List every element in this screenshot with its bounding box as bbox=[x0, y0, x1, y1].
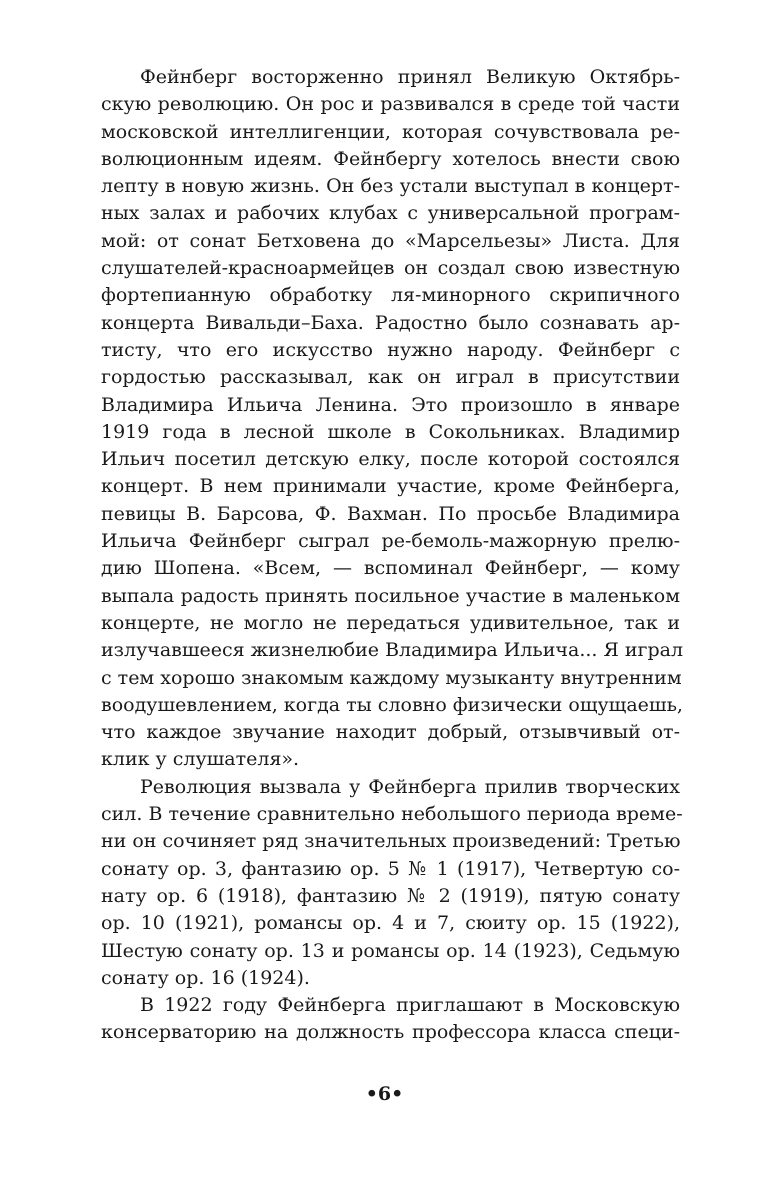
text-line: дию Шопена. «Всем, — вспоминал Фейнберг, — кому bbox=[101, 557, 680, 580]
paragraph-1 bbox=[101, 64, 684, 774]
text-line: мой: от сонат Бетховена до «Марсельезы» Листа. Для bbox=[101, 229, 680, 252]
text-line: нату ор. 6 (1918), фантазию № 2 (1919), пятую сонату bbox=[101, 884, 680, 907]
text-line: концерт. В нем принимали участие, кроме Фейнберга, bbox=[101, 475, 680, 498]
text-line: клик у слушателя». bbox=[101, 748, 300, 771]
text-line: лепту в новую жизнь. Он без устали выступал в концерт- bbox=[101, 175, 680, 198]
text-line: Ильича Фейнберг сыграл ре-бемоль-мажорную прелю- bbox=[101, 530, 680, 553]
text-line: В 1922 году Фейнберга приглашают в Московскую bbox=[140, 994, 680, 1017]
text-line: Владимира Ильича Ленина. Это произошло в январе bbox=[101, 393, 680, 416]
text-line: певицы В. Барсова, Ф. Вахман. По просьбе Владимира bbox=[101, 502, 680, 525]
text-line: волюционным идеям. Фейнбергу хотелось внести свою bbox=[101, 147, 680, 170]
text-line: 1919 года в лесной школе в Сокольниках. Владимир bbox=[101, 420, 680, 443]
text-line: Шестую сонату ор. 13 и романсы ор. 14 (1923), Седьмую bbox=[101, 939, 680, 962]
text-line: концерте, не могло не передаться удивительное, так и bbox=[101, 611, 680, 634]
text-line: Революция вызвала у Фейнберга прилив творческих bbox=[140, 775, 680, 798]
text-line: гордостью рассказывал, как он играл в присутствии bbox=[101, 366, 680, 389]
text-line: консерваторию на должность профессора класса специ- bbox=[101, 1021, 680, 1044]
text-line: сонату ор. 3, фантазию ор. 5 № 1 (1917), Четвертую со- bbox=[101, 857, 680, 880]
text-line: выпала радость принять посильное участие в маленьком bbox=[101, 584, 680, 607]
text-line: тисту, что его искусство нужно народу. Фейнберг с bbox=[101, 338, 680, 361]
page-number: •6• bbox=[365, 1083, 404, 1105]
text-line: ор. 10 (1921), романсы ор. 4 и 7, сюиту ор. 15 (1922), bbox=[101, 912, 680, 935]
text-line: концерта Вивальди–Баха. Радостно было сознавать ар- bbox=[101, 311, 680, 334]
text-line: фортепианную обработку ля-минорного скрипичного bbox=[101, 284, 680, 307]
text-line: слушателей-красноармейцев он создал свою известную bbox=[101, 257, 680, 280]
text-line: с тем хорошо знакомым каждому музыканту внутренним bbox=[101, 666, 682, 689]
text-line: ных залах и рабочих клубах с универсальной програм- bbox=[101, 202, 680, 225]
text-line: ни он сочиняет ряд значительных произведений: Третью bbox=[101, 830, 681, 853]
text-line: воодушевлением, когда ты словно физически ощущаешь, bbox=[101, 693, 683, 716]
text-line: сил. В течение сравнительно небольшого периода време- bbox=[101, 803, 683, 826]
text-line: излучавшееся жизнелюбие Владимира Ильича... Я играл bbox=[101, 639, 684, 662]
text-line: Фейнберг восторженно принял Великую Октябрь- bbox=[140, 66, 680, 88]
text-line: московской интеллигенции, которая сочувствовала ре- bbox=[101, 120, 680, 143]
text-line: что каждое звучание находит добрый, отзывчивый от- bbox=[101, 721, 680, 744]
paragraph-3 bbox=[101, 992, 680, 1047]
page-body bbox=[101, 64, 684, 1047]
text-line: сонату ор. 16 (1924). bbox=[101, 966, 310, 989]
text-line: скую революцию. Он рос и развивался в среде той части bbox=[101, 93, 680, 116]
text-line: Ильич посетил детскую елку, после которой состоялся bbox=[101, 448, 680, 471]
paragraph-2 bbox=[101, 774, 683, 992]
